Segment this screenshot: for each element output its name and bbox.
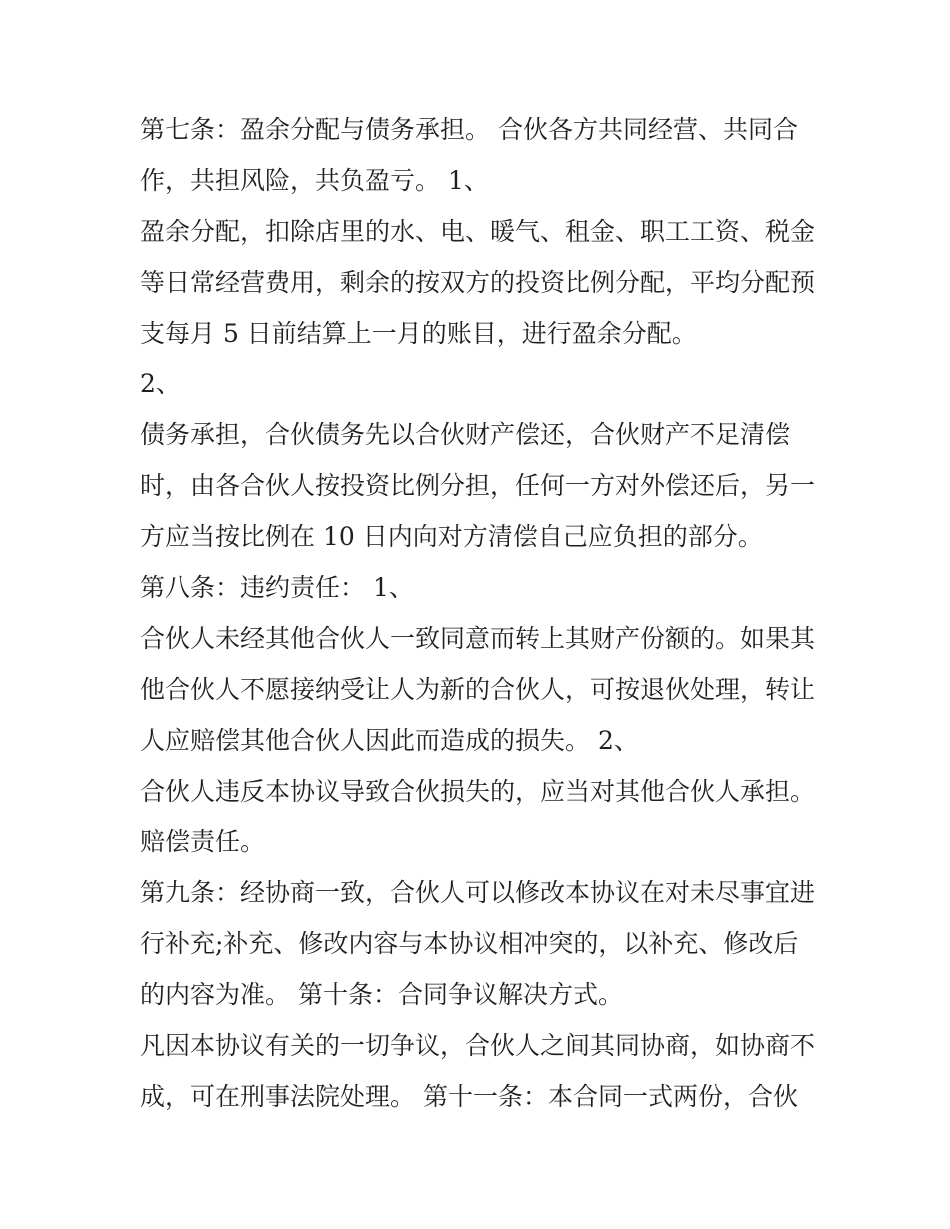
text-line: 赔偿责任。 <box>140 827 266 857</box>
text-line: 方应当按比例在 10 日内向对方清偿自己应负担的部分。 <box>140 522 763 552</box>
text-line: 作，共担风险，共负盈亏。 1、 <box>140 165 489 195</box>
text-line: 第七条：盈余分配与债务承担。 合伙各方共同经营、共同合 <box>140 115 798 144</box>
text-line: 人应赔偿其他合伙人因此而造成的损失。 2、 <box>140 725 639 755</box>
text-line: 盈余分配，扣除店里的水、电、暖气、租金、职工工资、税金 <box>140 216 816 246</box>
text-line: 第八条：违约责任： 1、 <box>140 573 414 603</box>
text-line: 债务承担，合伙债务先以合伙财产偿还，合伙财产不足清偿 <box>140 420 791 450</box>
text-line: 第九条：经协商一致，合伙人可以修改本协议在对未尽事宜进 <box>140 878 816 908</box>
text-line: 2、 <box>140 369 181 399</box>
text-line: 合伙人未经其他合伙人一致同意而转上其财产份额的。如果其 <box>140 623 816 653</box>
text-line: 他合伙人不愿接纳受让人为新的合伙人，可按退伙处理，转让 <box>140 674 816 704</box>
text-line: 合伙人违反本协议导致合伙损失的，应当对其他合伙人承担。 <box>140 776 816 806</box>
text-line: 的内容为准。 第十条：合同争议解决方式。 <box>140 980 623 1010</box>
text-line: 支每月 5 日前结算上一月的账目，进行盈余分配。 <box>140 318 697 348</box>
contract-text <box>140 108 820 1126</box>
text-line: 行补充;补充、修改内容与本协议相冲突的，以补充、修改后 <box>140 929 799 959</box>
text-line: 时，由各合伙人按投资比例分担，任何一方对外偿还后，另一 <box>140 471 816 501</box>
text-line: 等日常经营费用，剩余的按双方的投资比例分配，平均分配预 <box>140 267 816 297</box>
text-line: 成，可在刑事法院处理。 第十一条：本合同一式两份，合伙 <box>140 1081 798 1111</box>
text-line: 凡因本协议有关的一切争议，合伙人之间其同协商，如协商不 <box>140 1031 816 1061</box>
